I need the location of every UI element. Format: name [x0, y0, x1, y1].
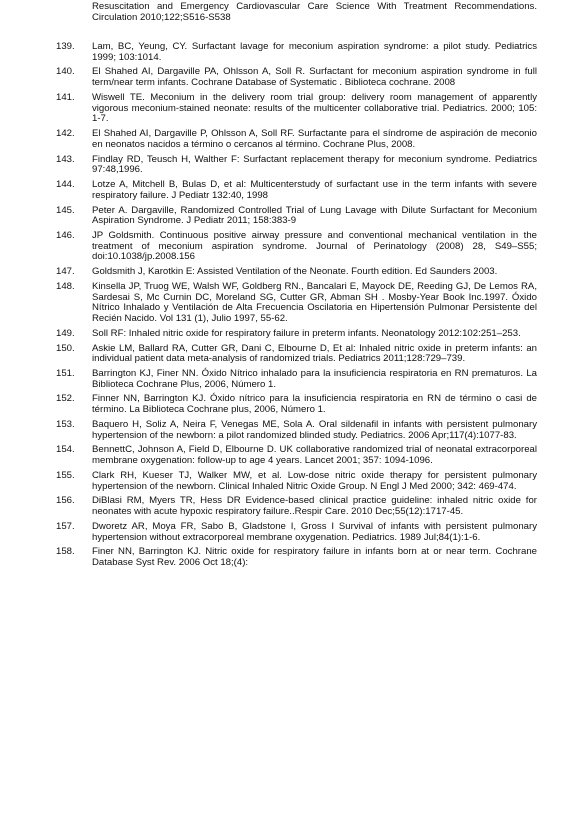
- reference-number: 150.: [56, 342, 75, 354]
- reference-item: [0, 231, 570, 263]
- reference-text: Barrington KJ, Finer NN. Óxido Nítrico inhalado para la insuficiencia respiratoria en RN prematuros. La Biblioteca Cochrane Plus, 2006, Número 1.: [92, 368, 537, 390]
- reference-number: 146.: [56, 229, 75, 241]
- reference-text: Baquero H, Soliz A, Neira F, Venegas ME, Sola A. Oral sildenafil in infants with persistent pulmonary hypertension of the newborn: a pilot randomized blinded study. Pediatrics. 2006 Apr;117(4):1077-83.: [92, 418, 537, 441]
- reference-item: [0, 496, 570, 517]
- reference-item: [0, 155, 570, 176]
- reference-number: 145.: [56, 204, 75, 216]
- reference-text: Kinsella JP, Truog WE, Walsh WF, Goldberg RN., Bancalari E, Mayock DE, Reeding GJ, De Lemos RA, Sardesai S, Mc Curnin DC, Moreland SG, Cutter GR, Abman SH . Mosby-Year Book Inc.1997. Óxido Nítrico Inhalado y Ventilación de Alta Frecuencia Oscilatoria en Hipertensión Pulmonar Persistente del Recién Nacido. Vol 131 (1), Julio 1997, 55-62.: [92, 280, 537, 324]
- reference-text: Askie LM, Ballard RA, Cutter GR, Dani C, Elbourne D, Et al: Inhaled nitric oxide in preterm infants: an individual patient data meta-analysis of randomized trials. Pediatrics 2011;128:729–739.: [92, 342, 537, 365]
- reference-text: DiBlasi RM, Myers TR, Hess DR Evidence-based clinical practice guideline: inhaled nitric oxide for neonates with acute hypoxic respiratory failure..Respir Care. 2010 Dec;55(12):1717-45.: [92, 495, 537, 518]
- reference-number: 139.: [56, 41, 75, 52]
- reference-item: [0, 129, 570, 150]
- reference-item: [0, 344, 570, 365]
- reference-number: 143.: [56, 153, 75, 165]
- reference-number: 149.: [56, 327, 75, 339]
- reference-number: 155.: [56, 469, 75, 481]
- reference-item: [0, 180, 570, 201]
- reference-item: [0, 394, 570, 415]
- reference-number: 144.: [56, 179, 75, 191]
- reference-text: BennettC, Johnson A, Field D, Elbourne D. UK collaborative randomized trial of neonatal extracorporeal membrane oxygenation: follow-up to age 4 years. Lancet 2001; 357: 1094-1096.: [92, 444, 537, 467]
- reference-number: 152.: [56, 393, 75, 405]
- reference-text: JP Goldsmith. Continuous positive airway pressure and conventional mechanical ventilation in the treatment of meconium aspiration syndrome. Journal of Perinatology (2008) 28, S49–S55; doi:10.1038/jp.2008.156: [92, 229, 537, 263]
- reference-text: Finner NN, Barrington KJ. Óxido nítrico para la insuficiencia respiratoria en RN de término o casi de término. La Biblioteca Cochrane plus, 2006, Número 1.: [92, 393, 537, 416]
- reference-text: Peter A. Dargaville, Randomized Controlled Trial of Lung Lavage with Dilute Surfactant for Meconium Aspiration Syndrome. J Pediatr 2011; 158:383-9: [92, 204, 537, 227]
- reference-number: 142.: [56, 128, 75, 140]
- reference-item: [0, 547, 570, 568]
- reference-continuation: Resuscitation and Emergency Cardiovascular Care Science With Treatment Recommendations. Circulation 2010;122;S516-S538: [92, 1, 537, 23]
- reference-number: 151.: [56, 368, 75, 379]
- reference-number: 158.: [56, 546, 75, 558]
- reference-item: [0, 267, 570, 278]
- reference-number: 141.: [56, 91, 75, 103]
- reference-item: [0, 522, 570, 543]
- reference-number: 147.: [56, 266, 75, 278]
- reference-item: [0, 369, 570, 390]
- reference-item: [0, 93, 570, 125]
- reference-number: 153.: [56, 418, 75, 430]
- reference-item: [0, 471, 570, 492]
- reference-text: Dworetz AR, Moya FR, Sabo B, Gladstone I, Gross I Survival of infants with persistent pulmonary hypertension without extracorporeal membrane oxygenation. Pediatrics. 1989 Jul;84(1):1-6.: [92, 520, 537, 543]
- reference-item: [0, 445, 570, 466]
- reference-item: [0, 282, 570, 324]
- reference-item: [0, 420, 570, 441]
- reference-text: Soll RF: Inhaled nitric oxide for respiratory failure in preterm infants. Neonatology 2012:102:251–253.: [92, 327, 521, 339]
- reference-text: Goldsmith J, Karotkin E: Assisted Ventilation of the Neonate. Fourth edition. Ed Saunders 2003.: [92, 266, 498, 278]
- reference-text: El Shahed AI, Dargaville P, Ohlsson A, Soll RF. Surfactante para el síndrome de aspiración de meconio en neonatos nacidos a término o cercanos al término. Cochrane Plus, 2008.: [92, 128, 537, 150]
- reference-item: [0, 67, 570, 88]
- reference-number: 140.: [56, 66, 75, 78]
- reference-text: Findlay RD, Teusch H, Walther F: Surfactant replacement therapy for meconium syndrome. Pediatrics 97:48,1996.: [92, 153, 537, 176]
- reference-number: 154.: [56, 444, 75, 456]
- reference-text: Lam, BC, Yeung, CY. Surfactant lavage for meconium aspiration syndrome: a pilot study. Pediatrics 1999; 103:1014.: [92, 41, 537, 63]
- reference-text: Wiswell TE. Meconium in the delivery room trial group: delivery room management of apparently vigorous meconium-stained neonate: results of the multicenter collaborative trial. Pediatrics. 2000; 105: 1-7.: [92, 91, 537, 125]
- reference-text: El Shahed AI, Dargaville PA, Ohlsson A, Soll R. Surfactant for meconium aspiration syndrome in full term/near term infants. Cochrane Database of Systematic . Biblioteca cochrane. 2008: [92, 66, 537, 89]
- reference-text: Lotze A, Mitchell B, Bulas D, et al: Multicenterstudy of surfactant use in the term infants with severe respiratory failure. J Pediatr 132:40, 1998: [92, 179, 537, 201]
- reference-item: [0, 42, 570, 63]
- reference-number: 157.: [56, 520, 75, 532]
- reference-number: 156.: [56, 495, 75, 507]
- reference-number: 148.: [56, 280, 75, 292]
- reference-item: [0, 206, 570, 227]
- reference-text: Clark RH, Kueser TJ, Walker MW, et al. Low-dose nitric oxide therapy for persistent pulmonary hypertension of the newborn. Clinical Inhaled Nitric Oxide Group. N Engl J Med 2000; 342: 469-474.: [92, 469, 537, 492]
- reference-item: [0, 329, 570, 340]
- reference-text: Finer NN, Barrington KJ. Nitric oxide for respiratory failure in infants born at or near term. Cochrane Database Syst Rev. 2006 Oct 18;(4):: [92, 546, 537, 568]
- reference-list: [0, 42, 570, 573]
